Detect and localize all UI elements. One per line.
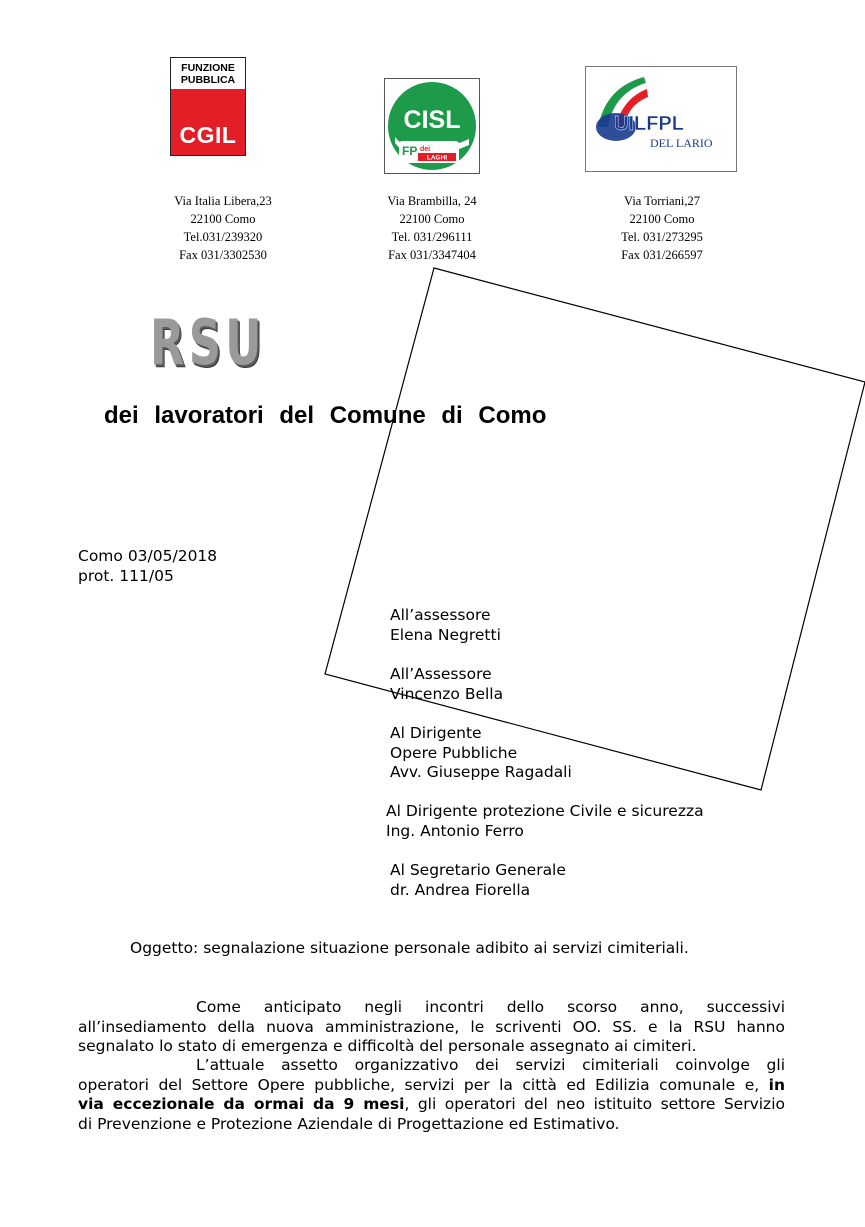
body-text: Come anticipato negli incontri dello scorso anno, successivi: [196, 998, 785, 1016]
subject-line: Oggetto: segnalazione situazione personale adibito ai servizi cimiteriali.: [130, 939, 689, 957]
body-bold-text: via eccezionale da ormai da 9 mesi: [78, 1095, 405, 1113]
address-street: Via Italia Libera,23: [174, 194, 272, 208]
recipient-line: All’assessore: [390, 606, 491, 624]
uilfpl-logo-sub: DEL LARIO: [650, 136, 713, 150]
cisl-logo-dei: dei: [420, 146, 431, 153]
address-tel: Tel.031/239320: [183, 230, 263, 244]
cgil-logo-line2: PUBBLICA: [180, 73, 236, 86]
body-line: all’insediamento della nuova amministrazione, le scriventi OO. SS. e la RSU hanno: [78, 1017, 785, 1036]
address-street: Via Torriani,27: [624, 194, 700, 208]
body-text: , gli operatori del neo istituito settore Servizio: [404, 1095, 785, 1113]
rsu-subtitle: dei lavoratori del Comune di Como: [104, 402, 547, 429]
cisl-logo-fp: FP: [402, 144, 418, 158]
cisl-logo-name: CISL: [403, 106, 461, 134]
rotated-rectangle-annotation: [325, 268, 865, 790]
address-tel: Tel. 031/296111: [391, 230, 473, 244]
body-line: di Prevenzione e Protezione Aziendale di Progettazione ed Estimativo.: [78, 1114, 620, 1133]
address-street: Via Brambilla, 24: [387, 194, 477, 208]
address-fax: Fax 031/266597: [621, 248, 703, 262]
address-city: 22100 Como: [629, 212, 695, 226]
recipient-line: Al Dirigente protezione Civile e sicurezza: [386, 802, 704, 820]
body-text: L’attuale assetto organizzativo dei servizi cimiteriali coinvolge gli: [196, 1056, 785, 1074]
cgil-logo-line1: FUNZIONE: [181, 61, 235, 74]
address-city: 22100 Como: [399, 212, 465, 226]
recipient-line: Al Dirigente: [390, 724, 482, 742]
body-line: segnalato lo stato di emergenza e difficoltà del personale assegnato ai cimiteri.: [78, 1037, 697, 1055]
recipient-line: Vincenzo Bella: [390, 684, 504, 703]
address-city: 22100 Como: [190, 212, 256, 226]
recipient-line: dr. Andrea Fiorella: [390, 880, 531, 899]
body-bold-text: in: [768, 1075, 785, 1094]
address-fax: Fax 031/3302530: [179, 248, 267, 262]
address-tel: Tel. 031/273295: [621, 230, 703, 244]
body-text: operatori del Settore Opere pubbliche, servizi per la città ed Edilizia comunale e,: [78, 1075, 760, 1094]
recipient-line: Opere Pubbliche: [390, 743, 518, 762]
recipient-line: All’Assessore: [390, 665, 492, 683]
recipient-line: Elena Negretti: [390, 625, 501, 644]
recipient-line: Ing. Antonio Ferro: [386, 821, 524, 840]
recipient-line: Al Segretario Generale: [390, 861, 566, 879]
cisl-logo-laghi: LAGHI: [426, 154, 448, 162]
cgil-logo-name: CGIL: [179, 122, 237, 148]
rsu-title: RSU: [150, 306, 266, 379]
address-fax: Fax 031/3347404: [388, 248, 476, 262]
date-line: Como 03/05/2018: [78, 547, 218, 565]
protocol-number: prot. 111/05: [78, 567, 174, 585]
uilfpl-logo-name: UILFPL: [614, 113, 684, 135]
recipient-line: Avv. Giuseppe Ragadali: [390, 763, 572, 781]
